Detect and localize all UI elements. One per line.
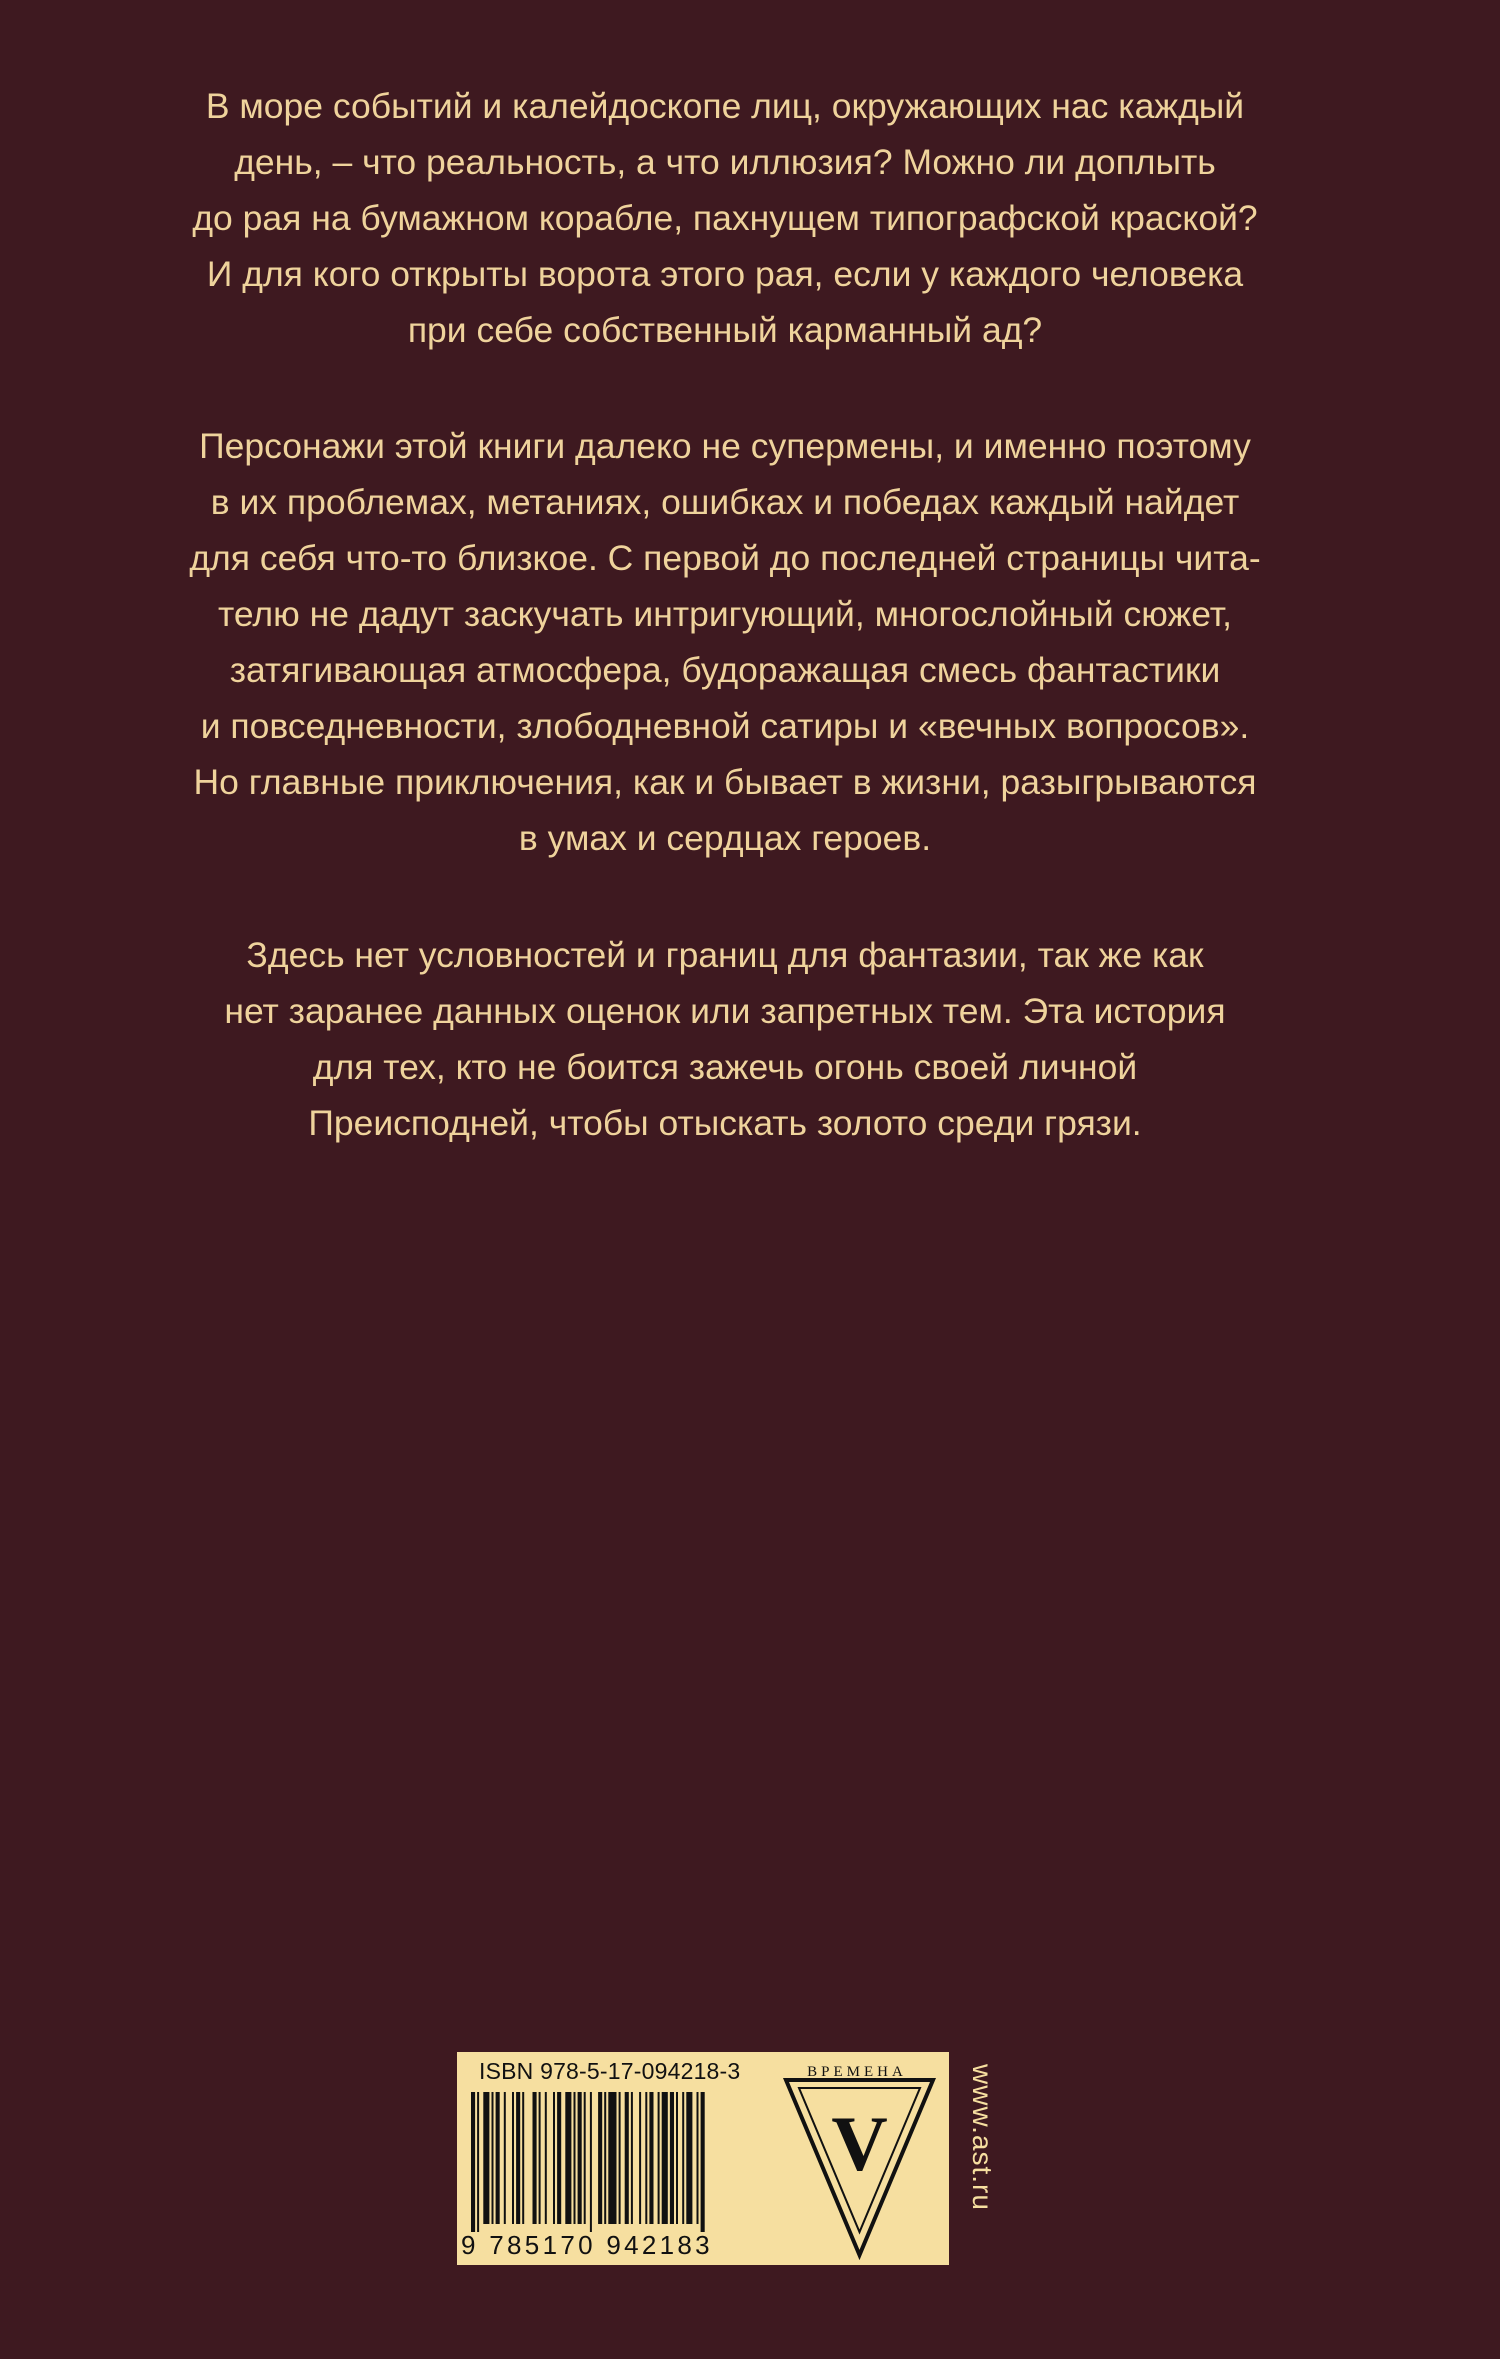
blurb-line: Преисподней, чтобы отыскать золото среди грязи. [308, 1103, 1142, 1143]
publisher-logo-icon [782, 2060, 937, 2260]
blurb-paragraph-3 [100, 927, 1350, 1151]
blurb-line: Здесь нет условностей и границ для фантазии, так же как [246, 935, 1204, 975]
blurb-line: в умах и сердцах героев. [518, 818, 932, 858]
blurb-line: нет заранее данных оценок или запретных тем. Эта история [224, 991, 1226, 1031]
barcode-digits: 9 785170 942183 [461, 2230, 713, 2260]
website-text: www.ast.ru [967, 2064, 998, 2211]
blurb-line: при себе собственный карманный ад? [407, 310, 1043, 350]
publisher-imprint: ВРЕМЕНА [807, 2064, 907, 2080]
blurb-line: И для кого открыты ворота этого рая, если у каждого человека [206, 254, 1244, 294]
blurb-line: для тех, кто не боится зажечь огонь своей личной [312, 1047, 1138, 1087]
blurb-line: затягивающая атмосфера, будоражащая смесь фантастики [229, 650, 1221, 690]
barcode-image [463, 2092, 763, 2232]
blurb-paragraph-1 [100, 78, 1350, 358]
blurb-line: до рая на бумажном корабле, пахнущем типографской краской? [192, 198, 1258, 238]
blurb-line: и повседневности, злободневной сатиры и «вечных вопросов». [200, 706, 1250, 746]
blurb-line: В море событий и калейдоскопе лиц, окружающих нас каждый [205, 86, 1245, 126]
blurb-line: в их проблемах, метаниях, ошибках и победах каждый найдет [210, 482, 1240, 522]
publisher-website [958, 2064, 998, 2264]
blurb-line: телю не дадут заскучать интригующий, многослойный сюжет, [218, 594, 1232, 634]
blurb-line: для себя что-то близкое. С первой до последней страницы чита- [189, 538, 1261, 578]
blurb-paragraph-2 [100, 418, 1350, 866]
blurb-line: Персонажи этой книги далеко не супермены, и именно поэтому [199, 426, 1251, 466]
blurb-line: день, – что реальность, а что иллюзия? Можно ли доплыть [234, 142, 1216, 182]
isbn-number: ISBN 978-5-17-094218-3 [479, 2058, 741, 2084]
isbn-label-box [457, 2052, 949, 2265]
blurb-line: Но главные приключения, как и бывает в жизни, разыгрываются [193, 762, 1257, 802]
publisher-logo-letter: V [831, 2100, 888, 2187]
